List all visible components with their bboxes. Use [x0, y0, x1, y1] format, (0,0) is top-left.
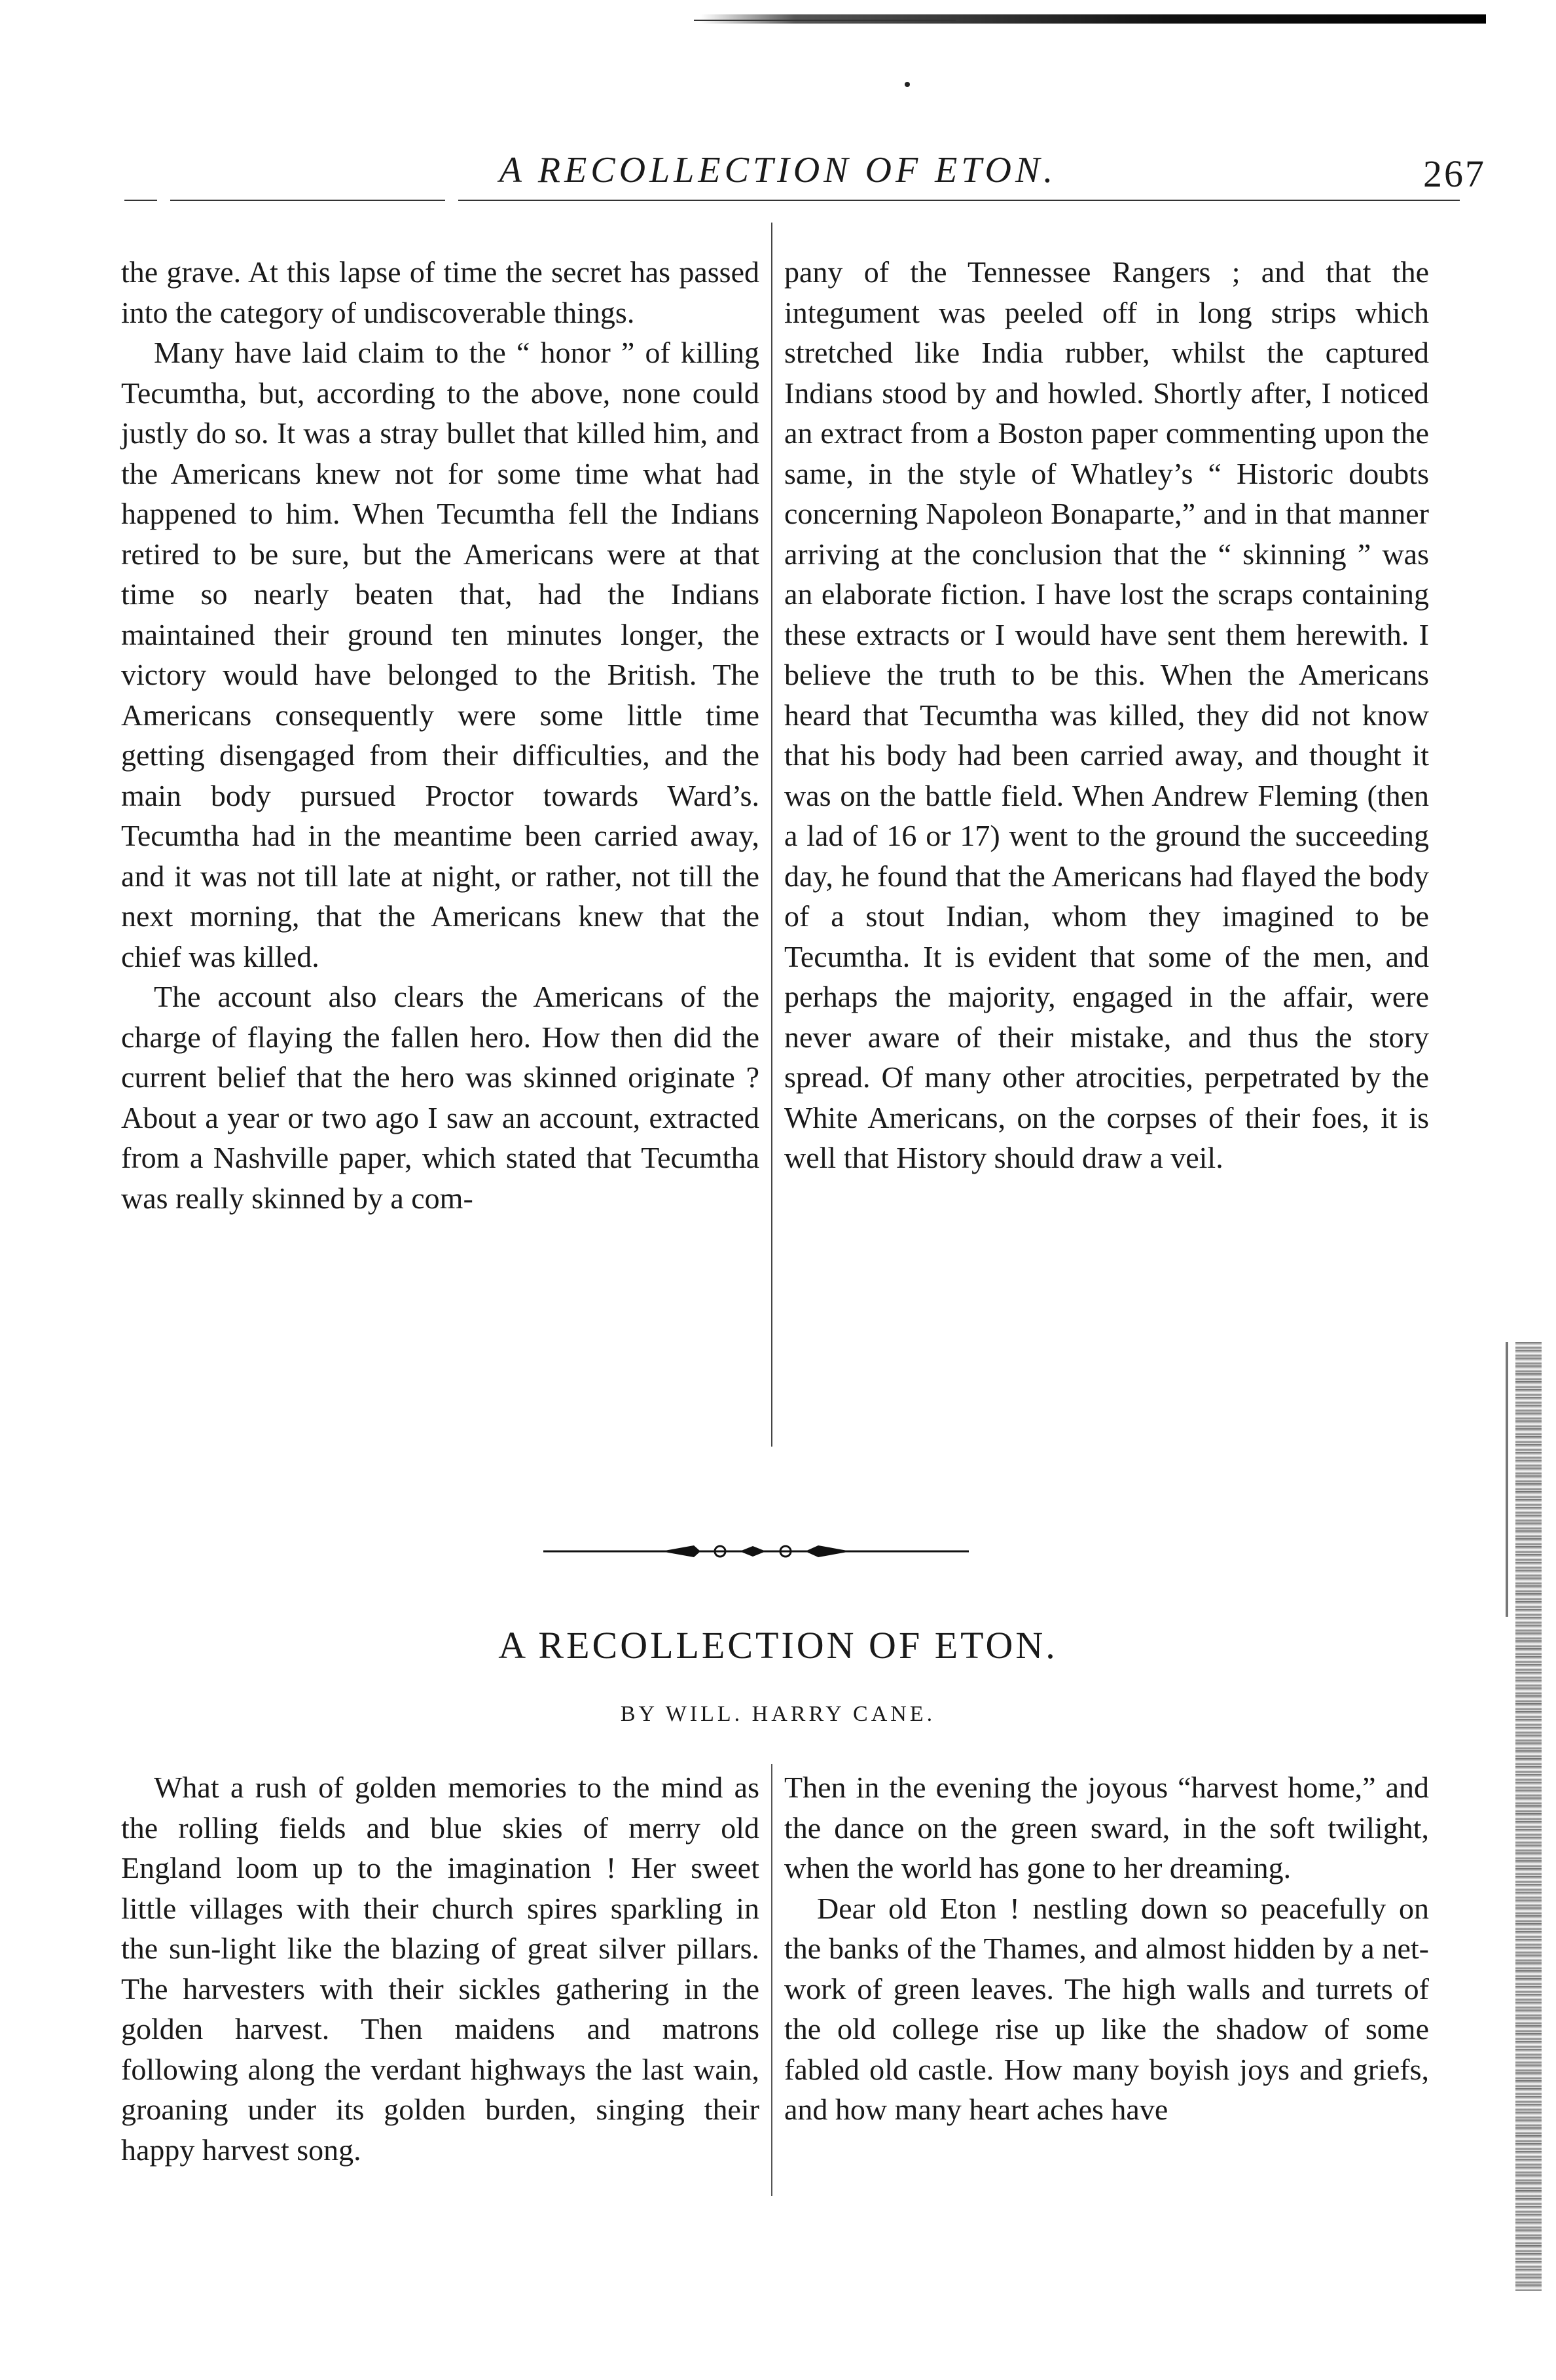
top-scan-rule: [700, 14, 1486, 24]
article-right-column: [784, 1767, 1429, 2130]
header-rule-left-2: [170, 200, 445, 201]
paragraph: the grave. At this lapse of time the secret has passed into the category of undiscoverable things.: [121, 255, 759, 329]
header-rule-left-1: [124, 200, 157, 201]
page-number: 267: [1423, 153, 1486, 195]
paragraph: pany of the Tennessee Rangers ; and that the integument was peeled off in long strips which stretched like India rubber, whilst the captured Indians stood by and howled. Shortly after, I noticed an extract from a Boston paper commenting upon the same, in the style of Whatley’s “ Historic doubts concerning Napoleon Bonaparte,” and in that manner arriving at the conclusion that the “ skinning ” was an elaborate fiction. I have lost the scraps containing these extracts or I would have sent them herewith. I believe the truth to be this. When the Americans heard that Tecumtha was killed, they did not know that his body had been carried away, and thought it was on the battle field. When Andrew Fleming (then a lad of 16 or 17) went to the ground the succeeding day, he found that the Americans had flayed the body of a stout Indian, whom they imagined to be Tecumtha. It is evident that some of the men, and perhaps the majority, engaged in the affair, were never aware of their mistake, and thus the story spread. Of many other atrocities, perpetrated by the White Americans, on the corpses of their foes, it is well that History should draw a veil.: [784, 255, 1429, 1174]
column-divider: [771, 223, 772, 1447]
column-divider: [771, 1764, 772, 2196]
paragraph: Then in the evening the joyous “harvest home,” and the dance on the green sward, in the soft twilight, when the world has gone to her dreaming.: [784, 1771, 1429, 1884]
article-left-column: [121, 1767, 759, 2170]
header-rule-right: [458, 200, 1460, 201]
scan-edge-line: [1506, 1342, 1508, 1617]
ornament-divider: [543, 1542, 969, 1561]
top-thin-rule: [694, 20, 956, 21]
paragraph: The account also clears the Americans of the charge of flaying the fallen hero. How then did the current belief that the hero was skinned originate ? About a year or two ago I saw an account, extracted from a Nashville paper, which stated that Tecumtha was really skinned by a com-: [121, 980, 759, 1215]
scan-edge-texture: [1515, 1342, 1542, 2291]
paragraph: What a rush of golden memories to the mind as the rolling fields and blue skies of merry old England loom up to the imagination ! Her sweet little villages with their church spires sparkling in the sun-light like the blazing of great silver pillars. The harvesters with their sickles gathering in the golden harvest. Then maidens and matrons following along the verdant highways the last wain, groaning under its golden burden, singing their happy harvest song.: [121, 1771, 759, 2167]
paragraph: Many have laid claim to the “ honor ” of killing Tecumtha, but, according to the above, none could justly do so. It was a stray bullet that killed him, and the Americans knew not for some time what had happened to him. When Tecumtha fell the Indians retired to be sure, but the Americans were at that time so nearly beaten that, had the Indians maintained their ground ten minutes longer, the victory would have belonged to the British. The Americans consequently were some little time getting disengaged from their difficulties, and the main body pursued Proctor towards Ward’s. Tecumtha had in the meantime been carried away, and it was not till late at night, or rather, not till the next morning, that the Americans knew that the chief was killed.: [121, 336, 759, 973]
scan-dot: [905, 82, 910, 87]
top-right-column: [784, 252, 1429, 1178]
article-title: A RECOLLECTION OF ETON.: [498, 1624, 1058, 1667]
top-left-column: [121, 252, 759, 1218]
running-head: A RECOLLECTION OF ETON.: [499, 150, 1057, 190]
article-byline: BY WILL. HARRY CANE.: [620, 1702, 936, 1726]
paragraph: Dear old Eton ! nestling down so peacefully on the banks of the Thames, and almost hidden by a net-work of green leaves. The high walls and turrets of the old college rise up like the shadow of some fabled old castle. How many boyish joys and griefs, and how many heart aches have: [784, 1891, 1429, 2126]
